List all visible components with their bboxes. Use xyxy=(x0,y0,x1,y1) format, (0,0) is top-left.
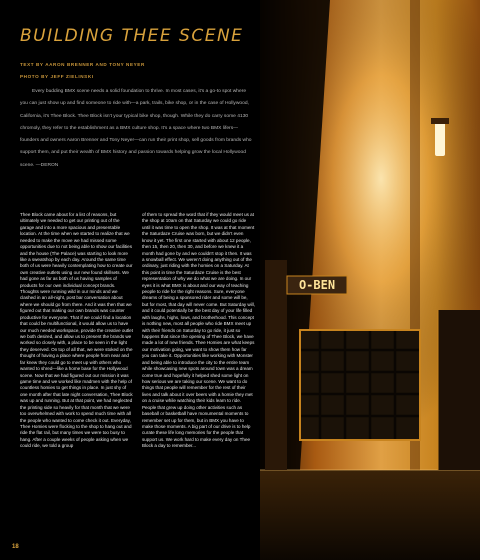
body-column-left: Thee Block came about for a list of reasons, but ultimately we needed to get our printing out of the garage and into a more spacious and presentable location. At the time when we started to realize that we needed to make the move we had missed some opportunities due to not being able to show our facilities and the house (The Palace) was starting to look more like a sweatshop by each day. Around the same time both of us were heavily contemplating how to create our own creative outlets using our new found skillsets. We had gone as far as both of us having samples of products for our own individual concept brands. Thoughts were running wild in our minds and we clashed in an all-night, post bar conversation about where we should go from there. And it was then that we figured out that making our own brands was counter productive for everyone. That if we could find a location that could be multifunctional, it would allow us to have our much needed workspace, provide the creative outlet we both desired, and allow us to present the brands we worked so closely with, a place to be seen in the light they deserved. On top of all that, we were stoked on the thought of having a place where people from near and far knew they could go to meet up with others who wanted to shred—like a home base for the Hollywood scene. Now that we had figured out our mission it was game time and we worked like madmen with the help of countless homies to get things in place. In just shy of one month after that late night conversation, Thee Block was up and running. But at that point, we had neglected the printing side so heavily for that month that we were too overwhelmed with work to spend much time with all the people who wanted to come check it out. Everyday, Thee Homies were flocking to the shop to hang out and ride the flat rail, but many times we were too busy to hang. After a couple weeks of people asking when we could ride, we told a group xyxy=(20,212,133,449)
intro-paragraph: Every budding BMX scene needs a solid foundation to thrive. In most cases, it's a go-to spot where you can just show up and find someone to ride with—a park, trails, bike shop, or in the case of Hollywood, California, it's Thee Block. Thee Block isn't your typical bike shop, though. While they do carry some 4130 chromoly, they refer to the establishment as a BMX culture shop. It's a space where two BMX lifers—founders and owners Aaron Brenner and Tony Neyer—can run their print shop, sell goods from brands who support them, and put their wealth of BMX history and passion towards helping grow the local Hollywood scene. —DERON xyxy=(20,89,252,168)
article-title: BUILDING THEE SCENE xyxy=(20,26,244,46)
storefront-photo xyxy=(260,0,480,560)
body-column-right: of them to spread the word that if they would meet us at the shop at 10am on that Saturday we could go ride until it was time to open the shop. It was at that moment the Saturdaze Cruise was born, but we didn't even know it yet. The first one started with about 12 people, then 15, then 20, then 30, and before we knew it a month had gone by and we couldn't stop it then. It was a snowball effect. We weren't doing anything out of the ordinary, just riding with the homies on a Saturday. At this point in time the Saturdaze Cruise is the best representation of why we do what we are doing. In our eyes it is what BMX is about and our way of teaching people to ride for the right reasons. Sure, everyone dreams of being a sponsored rider and some will be, but for most, that day will never come. But Saturday will, and it could potentially be the best day of your life filled with laughs, highs, lows, and brotherhood. This concept is nothing new, most all people who ride BMX meet up with their friends on Saturday to go ride, it just so happens that since the opening of Thee Block, we have made a lot of new friends. Thee Homies are what keeps our motivation going, we want to show them how far you can take it. Opportunities like working with Monster and being able to introduce the city to the entire team while showcasing new spots around town was a dream come true and hopefully it helped shed some light on how serious we are taking our scene. We want to do things that people will remember for the rest of their lives and talk about it over beers with a homie they met on a cruise while watching their kids learn to ride. People that grew up doing other activities such as baseball or basketball have monumental moments to remember set up for them, but in BMX you have to make those moments. A big part of our drive is to help curate these life long memories for the people that support us. We work hard to make every day on Thee Block a day to remember... xyxy=(142,212,255,449)
page-number: 18 xyxy=(12,544,19,550)
photo-credit: PHOTO BY JEFF ZIELINSKI xyxy=(20,74,94,79)
open-sign: O-BEN xyxy=(298,278,336,292)
text-credit: TEXT BY AARON BRENNER AND TONY NEYER xyxy=(20,62,145,67)
